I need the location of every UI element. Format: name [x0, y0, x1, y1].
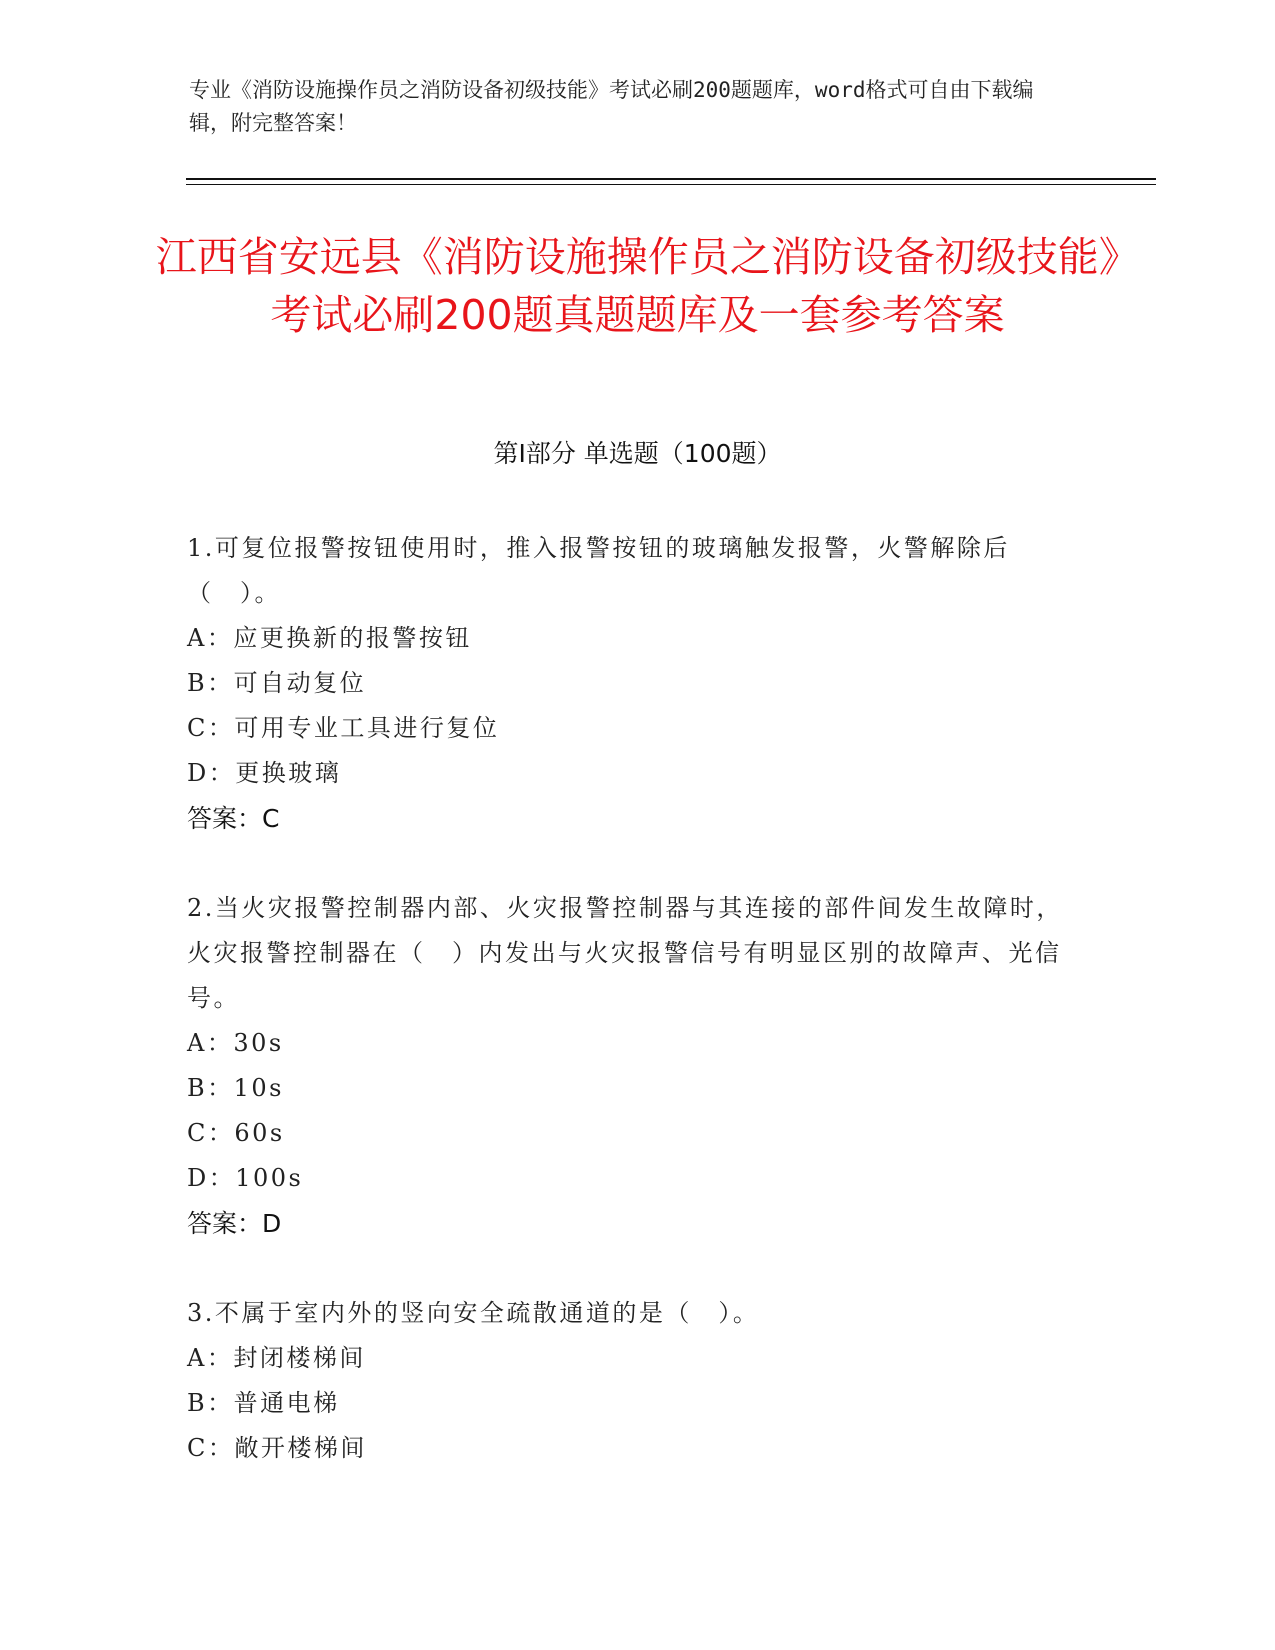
option-b: B：普通电梯	[187, 1389, 340, 1417]
header-divider	[186, 178, 1156, 180]
question-stem: 1.可复位报警按钮使用时，推入报警按钮的玻璃触发报警，火警解除后（ ）。	[187, 534, 1010, 607]
option-c: C：60s	[187, 1119, 285, 1147]
option-d: D：更换玻璃	[187, 759, 342, 787]
answer: 答案：D	[187, 1209, 282, 1238]
option-c: C：敞开楼梯间	[187, 1434, 367, 1462]
question-2	[187, 886, 1067, 1246]
question-3	[187, 1291, 1067, 1471]
header-divider-thin	[186, 184, 1156, 185]
option-d: D：100s	[187, 1164, 304, 1192]
option-a: A：应更换新的报警按钮	[187, 624, 472, 652]
question-list	[187, 526, 1067, 1471]
answer: 答案：C	[187, 804, 280, 833]
section-title: 第Ⅰ部分 单选题（100题）	[493, 439, 782, 468]
header-note: 专业《消防设施操作员之消防设备初级技能》考试必刷200题题库，word格式可自由下载编辑，附完整答案！	[189, 78, 1034, 135]
option-b: B：可自动复位	[187, 669, 367, 697]
option-b: B：10s	[187, 1074, 284, 1102]
document-title: 江西省安远县《消防设施操作员之消防设备初级技能》考试必刷200题真题题库及一套参考答案	[155, 233, 1120, 339]
question-stem: 3.不属于室内外的竖向安全疏散通道的是（ ）。	[187, 1299, 760, 1327]
option-a: A：30s	[187, 1029, 284, 1057]
option-c: C：可用专业工具进行复位	[187, 714, 500, 742]
question-1	[187, 526, 1067, 841]
option-a: A：封闭楼梯间	[187, 1344, 366, 1372]
question-stem: 2.当火灾报警控制器内部、火灾报警控制器与其连接的部件间发生故障时，火灾报警控制器在（ ）内发出与火灾报警信号有明显区别的故障声、光信号。	[187, 894, 1063, 1012]
